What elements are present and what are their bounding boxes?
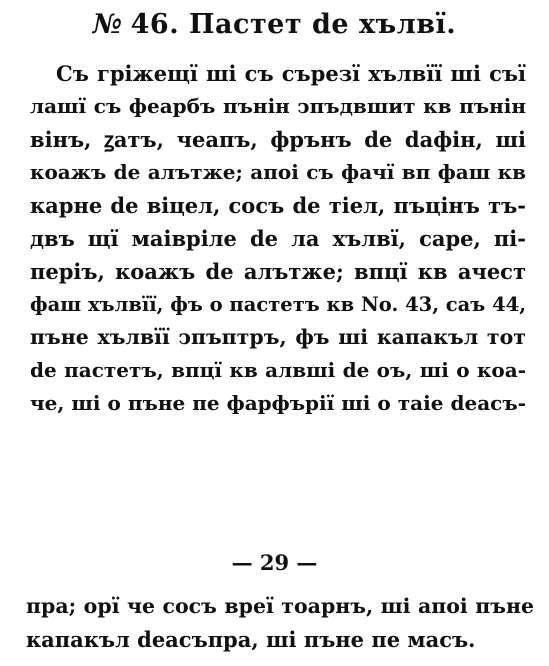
body-line: фаш хълвїї, фъ о пастетъ кв No. 43, саъ 44, [30,293,526,316]
body-line: періъ, коажъ de алътже; впцї кв ачест [30,259,526,284]
body-line: че, шi о пъне пe фарфърії шi о таіе deасъ- [30,391,526,415]
recipe-heading [0,8,549,42]
body-line: карне de віцел, сосъ de тіел, пъцінъ тъ- [30,193,526,218]
body-line: вінъ, ꙁатъ, чеапъ, фрънъ de dафін, шi [30,127,526,152]
body-line: Съ гріжещї шi съ сърезї хълвїї шi съї [56,61,526,86]
continuation-line: капакъл deасъпра, шi пъне пe масъ. [26,627,476,652]
body-line: двъ щї маіврілe de ла хълвї, саре, пі- [30,226,526,251]
page-number: — 29 — [231,550,318,575]
continuation-line: пра; орї че сосъ врeї тоарнъ, ші апоі пъне [26,594,534,618]
recipe-title: 46. Пастет de хълвї. [130,9,457,40]
body-line: пъне хълвїї ↄпъптръ, фъ шi капакъл тот [30,325,526,349]
body-line: лашї съ феарбъ пънін ↄпъдвшит кв пънін [30,94,526,118]
number-sign: № [92,9,123,40]
body-line: коажъ de алътже; апоі съ фачї вп фаш кв [30,160,526,184]
body-line: de пастетъ, впцї кв алвші de оъ, шi о коа- [30,358,526,382]
